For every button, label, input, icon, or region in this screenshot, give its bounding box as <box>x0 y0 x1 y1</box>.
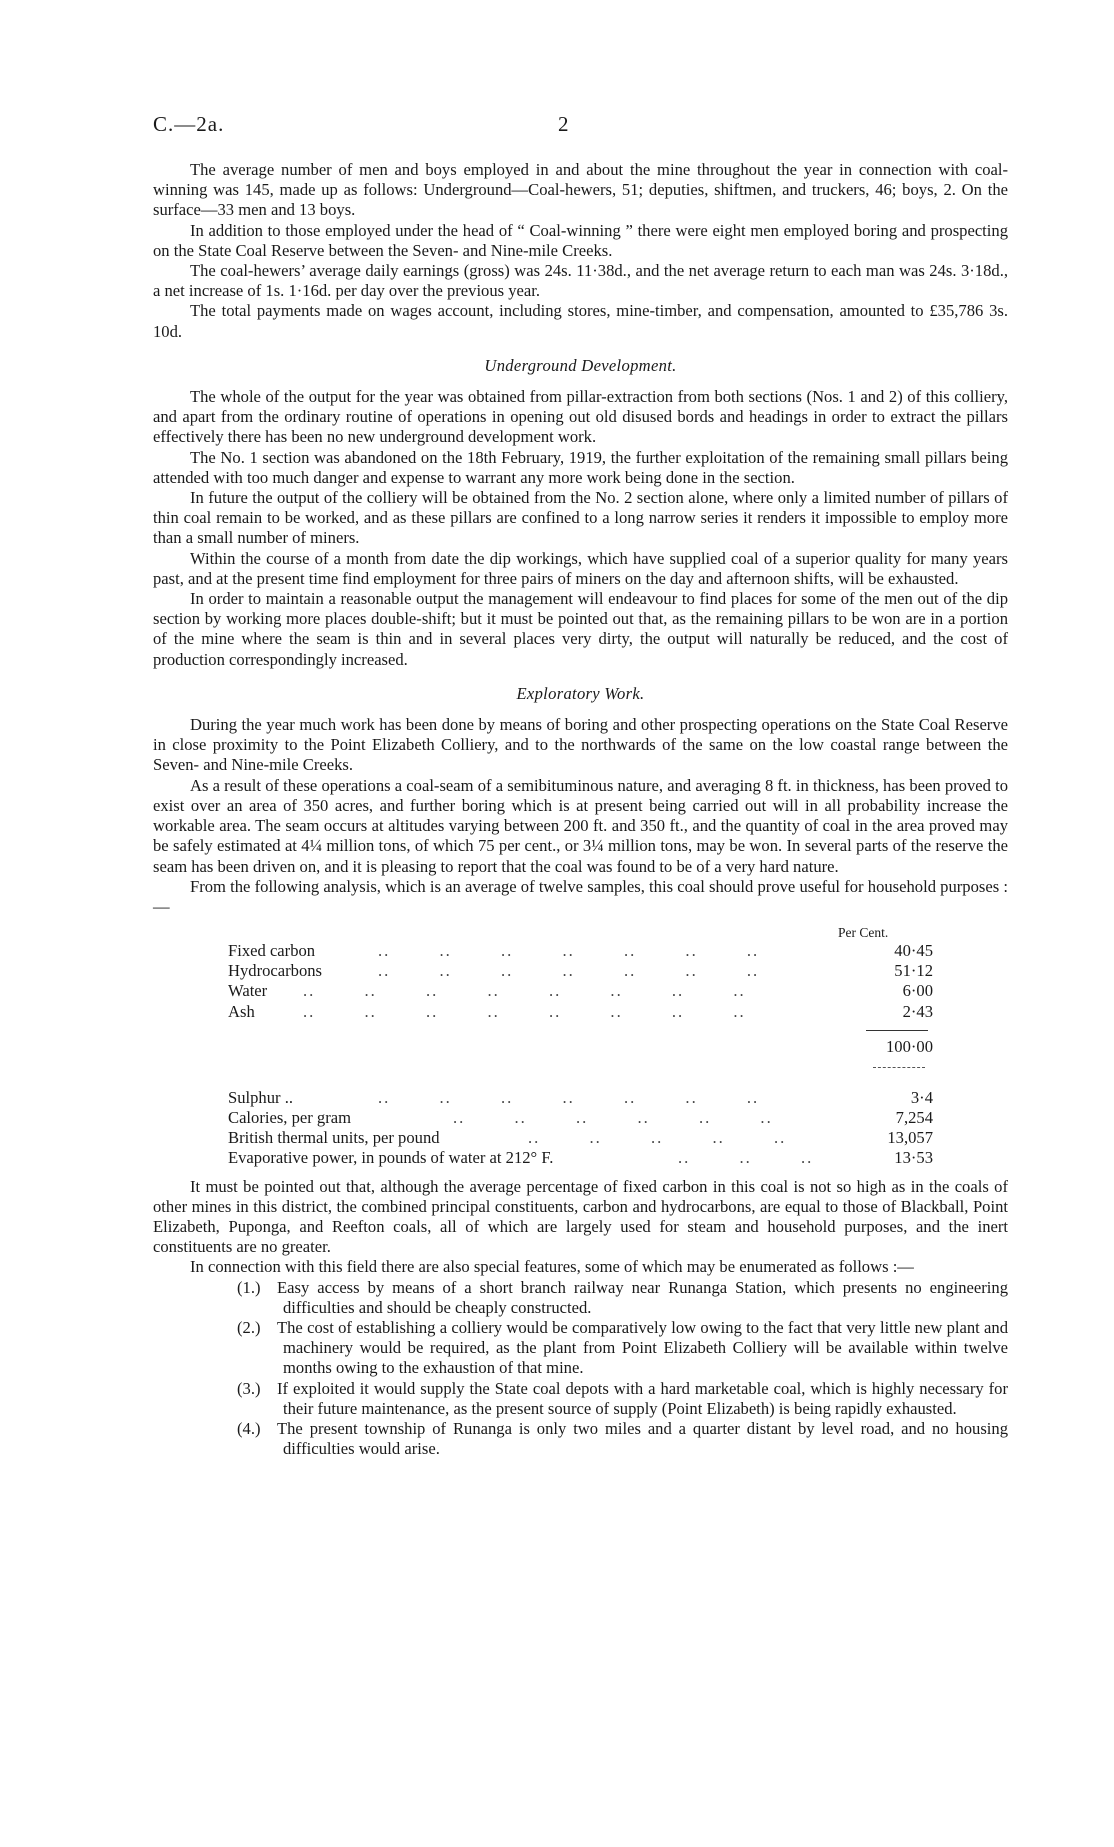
paragraph: The No. 1 section was abandoned on the 18th February, 1919, the further exploitation of the remaining small pillars being attended with too much danger and expense to warrant any more work being done in the section. <box>153 447 1008 487</box>
list-item <box>153 1318 1008 1379</box>
analysis-row <box>228 941 933 961</box>
document-body <box>153 160 1008 1459</box>
analysis-value: 13·53 <box>894 1148 933 1168</box>
analysis-label: Water <box>228 981 268 1001</box>
list-number: (4.) <box>237 1419 261 1439</box>
leader-dots: .. .. .. <box>678 1148 814 1168</box>
analysis-total-row <box>153 1031 1008 1067</box>
leader-dots: .. .. .. .. .. .. .. <box>378 941 760 961</box>
unit-label: Per Cent. <box>838 925 889 941</box>
analysis-value: 51·12 <box>894 961 933 981</box>
analysis-value: 40·45 <box>894 941 933 961</box>
analysis-row <box>228 1002 933 1022</box>
analysis-value: 3·4 <box>910 1087 933 1107</box>
analysis-value: 7,254 <box>895 1108 933 1128</box>
analysis-label: Calories, per gram <box>228 1108 352 1128</box>
coal-analysis-table <box>153 925 1008 1169</box>
list-number: (2.) <box>237 1318 261 1338</box>
analysis-row <box>228 1088 933 1108</box>
list-number: (3.) <box>237 1378 261 1398</box>
analysis-value: 6·00 <box>902 981 933 1001</box>
paragraph: During the year much work has been done by means of boring and other prospecting operations on the State Coal Reserve in close proximity to the Point Elizabeth Colliery, and to the northwards of the same on the low coastal range between the Seven- and Nine-mile Creeks. <box>153 715 1008 775</box>
feature-list <box>153 1278 1008 1460</box>
analysis-label: Sulphur .. <box>228 1087 293 1107</box>
paragraph: In addition to those employed under the head of “ Coal-winning ” there were eight men employed boring and prospecting on the State Coal Reserve between the Seven- and Nine-mile Creeks. <box>153 220 1008 260</box>
list-item <box>153 1278 1008 1318</box>
section-heading: Underground Development. <box>484 355 677 375</box>
list-text: The present township of Runanga is only two miles and a quarter distant by level road, and no housing difficulties would arise. <box>277 1419 1008 1459</box>
analysis-row <box>228 1128 933 1148</box>
leader-dots: .. .. .. .. .. .. .. <box>378 1087 760 1107</box>
list-item <box>153 1379 1008 1419</box>
leader-dots: .. .. .. .. .. .. <box>453 1108 773 1128</box>
paragraph: It must be pointed out that, although the average percentage of fixed carbon in this coal is not so high as in the coals of other mines in this district, the combined principal constituents, carbon and hydrocarbons, are equal to those of Blackball, Point Elizabeth, Puponga, and Reefton coals, all of which are largely used for steam and household purposes, and the inert constituents are no greater. <box>153 1176 1008 1257</box>
paragraph: From the following analysis, which is an average of twelve samples, this coal should prove useful for household purposes :— <box>153 876 1008 916</box>
analysis-value: 13,057 <box>887 1128 933 1148</box>
paragraph: As a result of these operations a coal-seam of a semibituminous nature, and averaging 8 ft. in thickness, has been proved to exist over an area of 350 acres, and further boring which is at present being carried out will in all probability increase the workable area. The seam occurs at altitudes varying between 200 ft. and 350 ft., and the quantity of coal in the area proved may be safely estimated at 4¼ million tons, of which 75 per cent., or 3¼ million tons, may be won. In several parts of the reserve the seam has been driven on, and it is pleasing to report that the coal was found to be of a very hard nature. <box>153 775 1008 876</box>
list-text: Easy access by means of a short branch railway near Runanga Station, which presents no engineering difficulties and should be cheaply constructed. <box>277 1277 1008 1317</box>
section-heading: Exploratory Work. <box>516 683 645 703</box>
analysis-label: Hydrocarbons <box>228 961 323 981</box>
analysis-row <box>228 981 933 1001</box>
leader-dots: .. .. .. .. .. <box>528 1128 787 1148</box>
leader-dots: .. .. .. .. .. .. .. .. <box>303 1001 746 1021</box>
paragraph: In order to maintain a reasonable output the management will endeavour to find places for some of the men out of the dip section by working more places double-shift; but it must be pointed out that, as the remaining pillars to be won are in a portion of the mine where the seam is thin and in several places very dirty, the output will naturally be reduced, and the cost of production correspondingly increased. <box>153 589 1008 669</box>
paragraph: In future the output of the colliery will be obtained from the No. 2 section alone, where only a limited number of pillars of thin coal remain to be worked, and as these pillars are confined to a long narrow series it renders it impossible to employ more than a small number of miners. <box>153 488 1008 548</box>
page-header <box>153 112 961 142</box>
paragraph: The average number of men and boys employed in and about the mine throughout the year in connection with coal-winning was 145, made up as follows: Underground—Coal-hewers, 51; deputies, shiftmen, and truckers, 46; boys, 2. On the surface—33 men and 13 boys. <box>153 160 1008 220</box>
page-number: 2 <box>558 112 569 136</box>
document-reference: C.—2a. <box>153 112 225 136</box>
list-item <box>153 1419 1008 1459</box>
sum-rule <box>873 1067 925 1068</box>
list-text: If exploited it would supply the State coal depots with a hard marketable coal, which is highly necessary for their future maintenance, as the present source of supply (Point Elizabeth) is being rapidly exhausted. <box>277 1378 1008 1418</box>
analysis-label: British thermal units, per pound <box>228 1128 440 1148</box>
leader-dots: .. .. .. .. .. .. .. <box>378 961 760 981</box>
analysis-row <box>228 961 933 981</box>
paragraph: In connection with this field there are also special features, some of which may be enumerated as follows :— <box>190 1257 914 1277</box>
analysis-total: 100·00 <box>885 1036 933 1056</box>
list-number: (1.) <box>237 1277 261 1297</box>
leader-dots: .. .. .. .. .. .. .. .. <box>303 981 746 1001</box>
paragraph: The total payments made on wages account, including stores, mine-timber, and compensation, amounted to £35,786 3s. 10d. <box>153 301 1008 341</box>
list-text: The cost of establishing a colliery would be comparatively low owing to the fact that very little new plant and machinery would be required, as the plant from Point Elizabeth Colliery will be available within twelve months owing to the exhaustion of that mine. <box>277 1318 1008 1378</box>
analysis-value: 2·43 <box>902 1001 933 1021</box>
paragraph: The whole of the output for the year was obtained from pillar-extraction from both sections (Nos. 1 and 2) of this colliery, and apart from the ordinary routine of operations in opening out old disused bords and headings in order to extract the pillars effectively there has been no new underground development work. <box>153 387 1008 447</box>
analysis-row <box>228 1108 933 1128</box>
analysis-label: Ash <box>228 1001 255 1021</box>
paragraph: Within the course of a month from date the dip workings, which have supplied coal of a superior quality for many years past, and at the present time find employment for three pairs of miners on the day and afternoon shifts, will be exhausted. <box>153 548 1008 588</box>
analysis-label: Evaporative power, in pounds of water at 212° F. <box>228 1148 554 1168</box>
analysis-label: Fixed carbon <box>228 941 316 961</box>
paragraph: The coal-hewers’ average daily earnings (gross) was 24s. 11·38d., and the net average return to each man was 24s. 3·18d., a net increase of 1s. 1·16d. per day over the previous year. <box>153 261 1008 301</box>
analysis-row <box>228 1148 933 1168</box>
